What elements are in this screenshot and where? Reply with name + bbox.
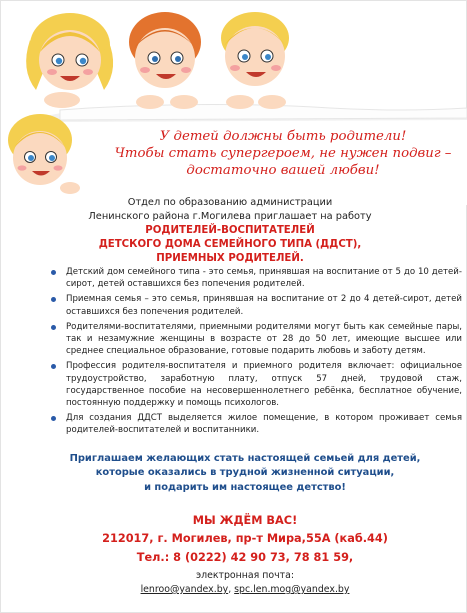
slogan [108, 128, 458, 179]
list-item-text: Приемная семья – это семья, принявшая на воспитание от 2 до 4 детей-сирот, детей оставшихся без попечения родителей. [66, 294, 462, 317]
invitation-line: Приглашаем желающих стать настоящей семьей для детей, [69, 453, 421, 464]
bullet-icon [51, 364, 56, 369]
list-item [66, 412, 462, 436]
email-label: электронная почта: [195, 570, 295, 581]
child-girl-left-figure [26, 13, 113, 108]
slogan-line: достаточно вашей любви! [186, 163, 380, 178]
email-link[interactable]: spc.len.mog@yandex.by [234, 584, 350, 595]
email-separator: , [228, 584, 232, 595]
list-item-text: Профессия родителя-воспитателя и приемного родителя включает: официальное трудоустройство, заработную плату, отпуск 57 дней, трудовой стаж, государственное пособие на несовершеннолетнего ребёнка, бесплатное обучение, постоянную поддержку и помощь психологов. [66, 361, 462, 409]
address: 212017, г. Могилев, пр-т Мира,55А (каб.44) [102, 532, 388, 545]
invitation-line: которые оказались в трудной жизненной ситуации, [95, 467, 395, 479]
email-list [40, 583, 450, 597]
list-item [66, 360, 462, 409]
list-item-text: Родителями-воспитателями, приемными родителями могут быть как семейные пары, так и незамужние женщины в возрасте от 28 до 50 лет, имеющие высшее или среднее специальное образование, готовые подарить любовь и заботу детям. [66, 321, 462, 357]
phone-numbers: Тел.: 8 (0222) 42 90 73, 78 81 59, [136, 551, 354, 564]
invitation-line: и подарить им настоящее детство! [144, 481, 346, 493]
intro-line: Ленинского района г.Могилева приглашает на работу [88, 211, 372, 222]
intro-line: Отдел по образованию администрации [127, 197, 333, 208]
intro-block [70, 196, 390, 266]
bullet-icon [51, 325, 56, 330]
slogan-line: У детей должны быть родители! [159, 129, 407, 144]
highlight-title: ПРИЕМНЫХ РОДИТЕЛЕЙ. [156, 253, 304, 264]
child-redhead-middle-figure [129, 12, 201, 109]
bullet-icon [51, 270, 56, 275]
highlight-title: ДЕТСКОГО ДОМА СЕМЕЙНОГО ТИПА (ДДСТ), [98, 239, 362, 250]
info-list [40, 266, 462, 440]
list-item [66, 321, 462, 358]
contacts-block [40, 512, 450, 597]
highlight-title: РОДИТЕЛЕЙ-ВОСПИТАТЕЛЕЙ [145, 225, 315, 236]
bullet-icon [51, 297, 56, 302]
slogan-line: Чтобы стать супергероем, не нужен подвиг – [114, 146, 452, 161]
call-to-action: МЫ ЖДЁМ ВАС! [192, 514, 298, 527]
list-item [66, 293, 462, 317]
bullet-icon [51, 416, 56, 421]
list-item-text: Детский дом семейного типа - это семья, принявшая на воспитание от 5 до 10 детей-сирот, детей оставшихся без попечения родителей. [66, 267, 462, 290]
list-item-text: Для создания ДДСТ выделяется жилое помещение, в котором проживает семья родителей-воспитателей и воспитанники. [66, 413, 462, 436]
child-boy-right-figure [221, 12, 289, 109]
email-link[interactable]: lenroo@yandex.by [140, 584, 229, 595]
list-item [66, 266, 462, 290]
invitation [40, 452, 450, 495]
